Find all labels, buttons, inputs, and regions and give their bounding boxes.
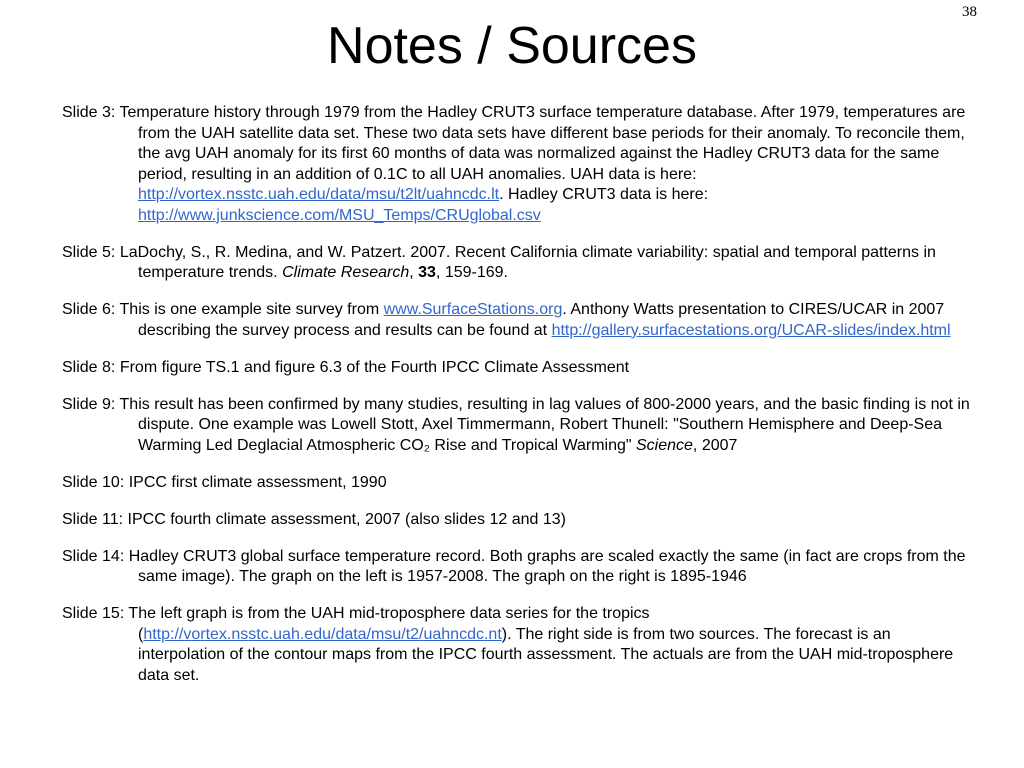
journal-name: Science bbox=[636, 436, 693, 454]
ucar-slides-link[interactable]: http://gallery.surfacestations.org/UCAR-slides/index.html bbox=[551, 321, 951, 339]
note-label: Slide 3: bbox=[62, 104, 116, 121]
journal-volume: 33 bbox=[418, 264, 436, 281]
page-title: Notes / Sources bbox=[327, 17, 697, 75]
note-slide-3 bbox=[62, 103, 982, 226]
note-label: Slide 15: bbox=[62, 605, 125, 622]
note-slide-5 bbox=[62, 243, 982, 284]
note-slide-15 bbox=[62, 604, 982, 686]
note-slide-9 bbox=[62, 395, 982, 457]
surfacestations-link[interactable]: www.SurfaceStations.org bbox=[383, 301, 563, 318]
note-text: , 159-169. bbox=[435, 264, 508, 281]
note-text: Temperature history through 1979 from the Hadley CRUT3 surface temperature database. After 1979, temperatures are from the UAH satellite data set. These two data sets have different base periods for their anomaly. To reconcile them, the avg UAH anomaly for its first 60 months of data was normalized against the Hadley CRUT3 data for the same period, resulting in an addition of 0.1C to all UAH anomalies. UAH data is here: bbox=[119, 104, 966, 183]
notes-list bbox=[62, 103, 982, 703]
note-label: Slide 10: bbox=[62, 473, 125, 491]
note-text: . Anthony Watts presentation to CIRES/UCAR in 2007 describing the survey process and results can be found at bbox=[138, 301, 945, 339]
note-label: Slide 9: bbox=[62, 395, 116, 413]
note-text: From figure TS.1 and figure 6.3 of the Fourth IPCC Climate Assessment bbox=[119, 358, 630, 376]
note-text: The left graph is from the UAH mid-troposphere data series for the tropics ( bbox=[128, 605, 650, 643]
journal-name: Climate Research bbox=[282, 264, 410, 281]
note-text: , bbox=[409, 264, 419, 281]
note-label: Slide 6: bbox=[62, 301, 116, 318]
note-label: Slide 14: bbox=[62, 547, 125, 565]
note-label: Slide 11: bbox=[62, 510, 124, 528]
note-text: IPCC fourth climate assessment, 2007 (also slides 12 and 13) bbox=[127, 510, 566, 528]
slide-number: 38 bbox=[962, 4, 977, 20]
note-text: This result has been confirmed by many studies, resulting in lag values of 800-2000 years, and the basic finding is not in dispute. One example was Lowell Stott, Axel Timmermann, Robert Thunell: "Southern Hemisphere and Deep-Sea Warming Led Deglacial Atmospheric CO₂ Rise and Tropical Warming" bbox=[119, 395, 970, 454]
note-slide-11 bbox=[62, 510, 982, 531]
note-label: Slide 5: bbox=[62, 243, 116, 261]
note-text: LaDochy, S., R. Medina, and W. Patzert. 2007. Recent California climate variability: spatial and temporal patterns in temperature trends. bbox=[119, 243, 936, 281]
uah-mt-data-link[interactable]: http://vortex.nsstc.uah.edu/data/msu/t2/uahncdc.nt bbox=[143, 625, 502, 643]
note-text: . Hadley CRUT3 data is here: bbox=[499, 186, 709, 203]
crut3-data-link[interactable]: http://www.junkscience.com/MSU_Temps/CRUglobal.csv bbox=[138, 206, 541, 224]
note-slide-8 bbox=[62, 358, 982, 379]
note-text: IPCC first climate assessment, 1990 bbox=[128, 473, 387, 491]
note-label: Slide 8: bbox=[62, 358, 116, 376]
note-slide-6 bbox=[62, 300, 982, 341]
note-text: , 2007 bbox=[692, 436, 738, 454]
note-text: This is one example site survey from bbox=[119, 301, 384, 318]
note-text: ). The right side is from two sources. The forecast is an interpolation of the contour maps from the IPCC fourth assessment. The actuals are from the UAH mid-troposphere data set. bbox=[138, 625, 954, 684]
note-slide-10 bbox=[62, 473, 982, 494]
uah-lt-data-link[interactable]: http://vortex.nsstc.uah.edu/data/msu/t2lt/uahncdc.lt bbox=[138, 186, 500, 203]
note-text: Hadley CRUT3 global surface temperature record. Both graphs are scaled exactly the same (in fact are crops from the same image). The graph on the left is 1957-2008. The graph on the right is 1895-1946 bbox=[128, 547, 966, 585]
note-slide-14 bbox=[62, 547, 982, 588]
